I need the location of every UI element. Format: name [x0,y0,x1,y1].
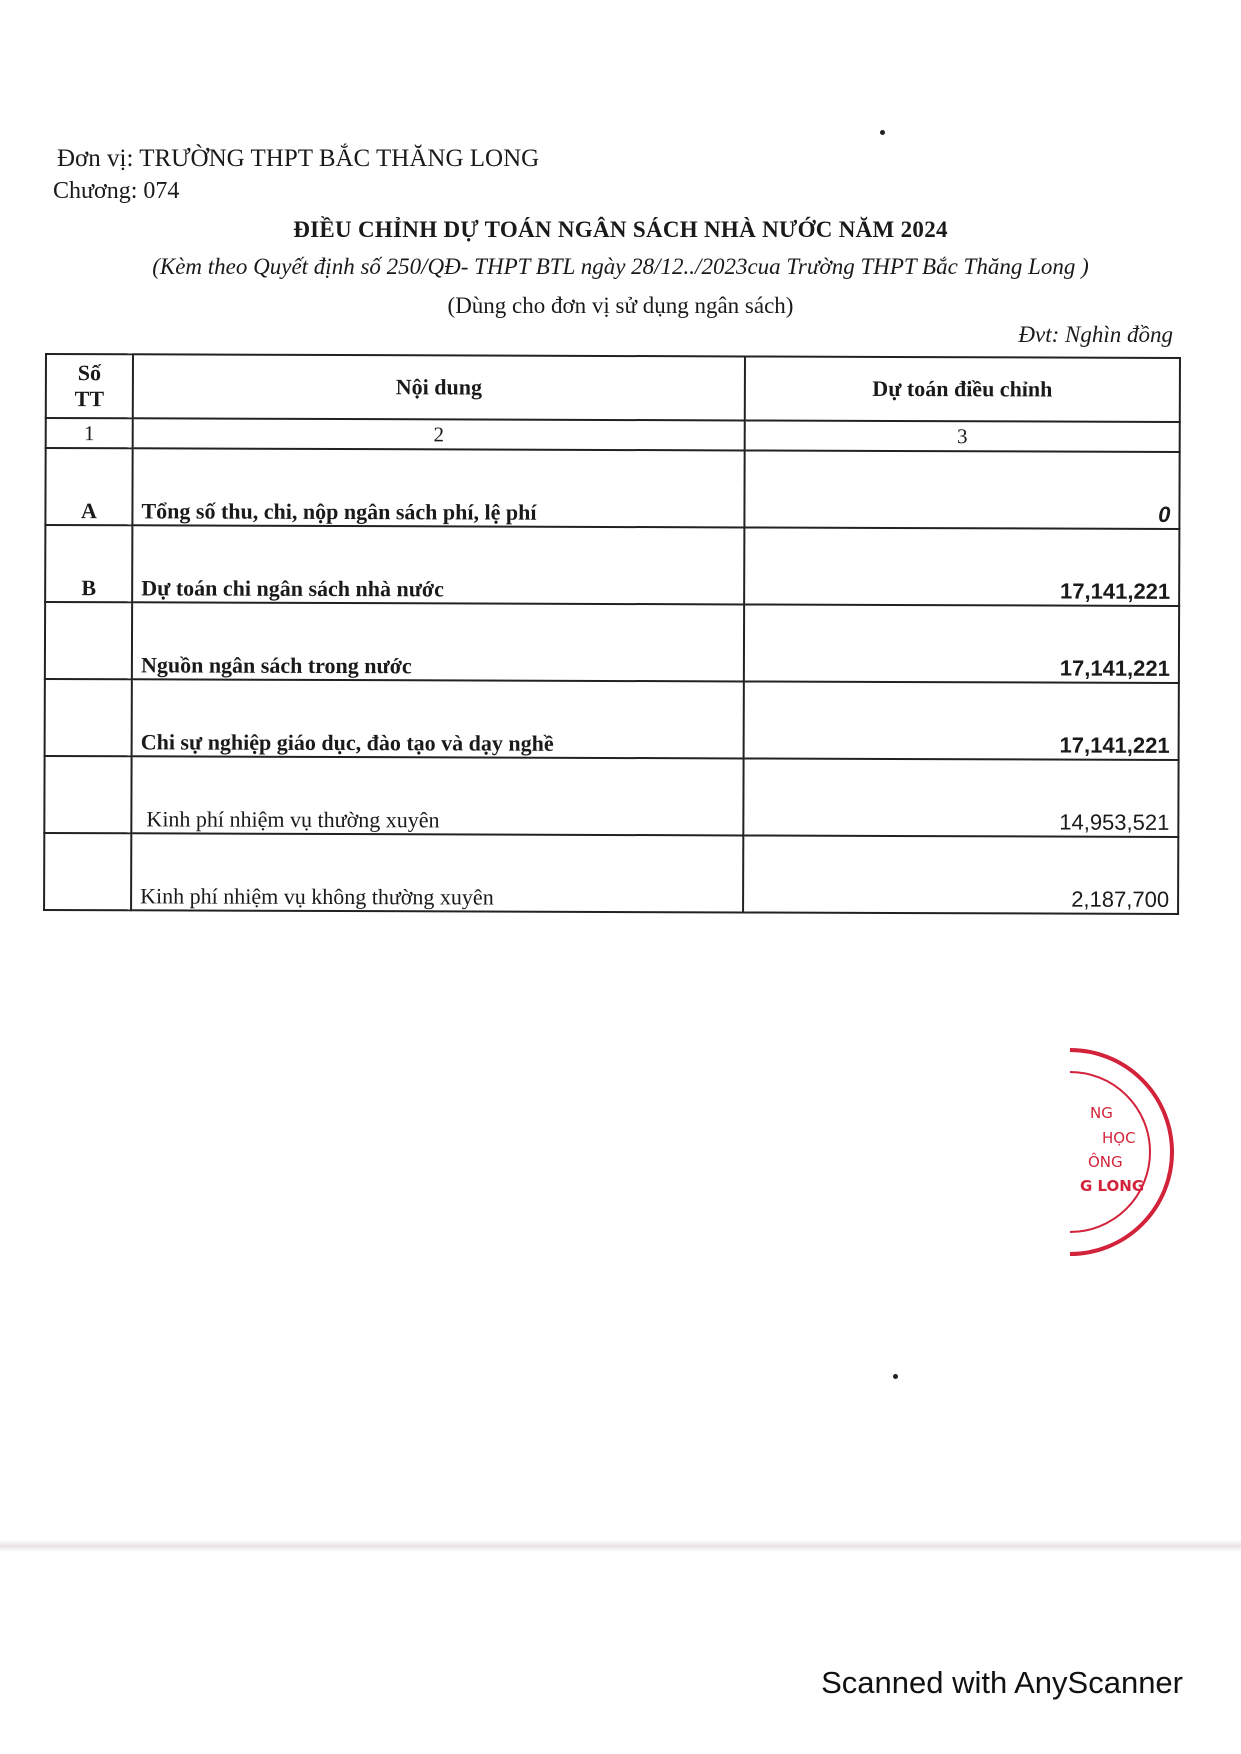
table-header-row [46,354,1180,422]
seal-text-1: NG [1090,1104,1113,1122]
budget-table [43,353,1181,915]
row-content: Tổng số thu, chi, nộp ngân sách phí, lệ phí [132,448,744,527]
table-row [45,602,1179,683]
row-stt: A [45,448,132,525]
seal-outer-ring [1070,1050,1172,1254]
row-amount: 17,141,221 [744,604,1179,683]
row-amount: 17,141,221 [744,527,1179,606]
row-amount: 2,187,700 [743,835,1178,914]
document-title: ĐIỀU CHỈNH DỰ TOÁN NGÂN SÁCH NHÀ NƯỚC NĂM 2024 [293,217,948,242]
scanner-watermark: Scanned with AnyScanner [821,1665,1183,1700]
header-amount: Dự toán điều chỉnh [745,356,1180,422]
row-content: Kinh phí nhiệm vụ không thường xuyên [131,833,743,912]
column-number: 3 [745,420,1180,452]
seal-text-4: G LONG [1080,1177,1145,1195]
row-stt [44,833,131,910]
official-seal [1070,1045,1200,1260]
row-stt [45,602,132,679]
table-row [45,448,1179,529]
scan-speck [893,1374,898,1379]
row-amount: 14,953,521 [743,758,1178,837]
row-amount: 17,141,221 [744,681,1179,760]
column-number-row [46,418,1180,452]
usage-note: (Dùng cho đơn vị sử dụng ngân sách) [447,293,794,318]
header-stt-line1: Số [77,360,102,386]
row-stt [45,679,132,756]
row-stt [44,756,131,833]
unit-name: Đơn vị: TRƯỜNG THPT BẮC THĂNG LONG [57,145,540,172]
document-subtitle: (Kèm theo Quyết định số 250/QĐ- THPT BTL ngày 28/12../2023cua Trường THPT Bắc Thăng Long ) [152,254,1089,279]
row-amount: 0 [744,450,1179,529]
seal-inner-ring [1070,1072,1150,1232]
chapter-code: Chương: 074 [53,178,180,204]
currency-unit-note: Đvt: Nghìn đồng [1018,322,1173,347]
scan-artifact-band [0,1540,1241,1552]
table-row [45,679,1179,760]
header-stt [46,354,133,418]
table-row [44,833,1178,914]
row-content: Dự toán chi ngân sách nhà nước [132,525,744,604]
header-stt-line2: TT [74,386,105,412]
table-row [44,756,1178,837]
row-content: Kinh phí nhiệm vụ thường xuyên [131,756,743,835]
scan-speck [880,130,885,135]
header-content: Nội dung [133,354,745,420]
seal-text-3: ÔNG [1088,1153,1123,1171]
row-content: Chi sự nghiệp giáo dục, đào tạo và dạy nghề [132,679,744,758]
table-row [45,525,1179,606]
column-number: 1 [46,418,133,448]
row-content: Nguồn ngân sách trong nước [132,602,744,681]
column-number: 2 [133,418,745,450]
row-stt: B [45,525,132,602]
seal-text-2: HỌC [1102,1129,1136,1147]
